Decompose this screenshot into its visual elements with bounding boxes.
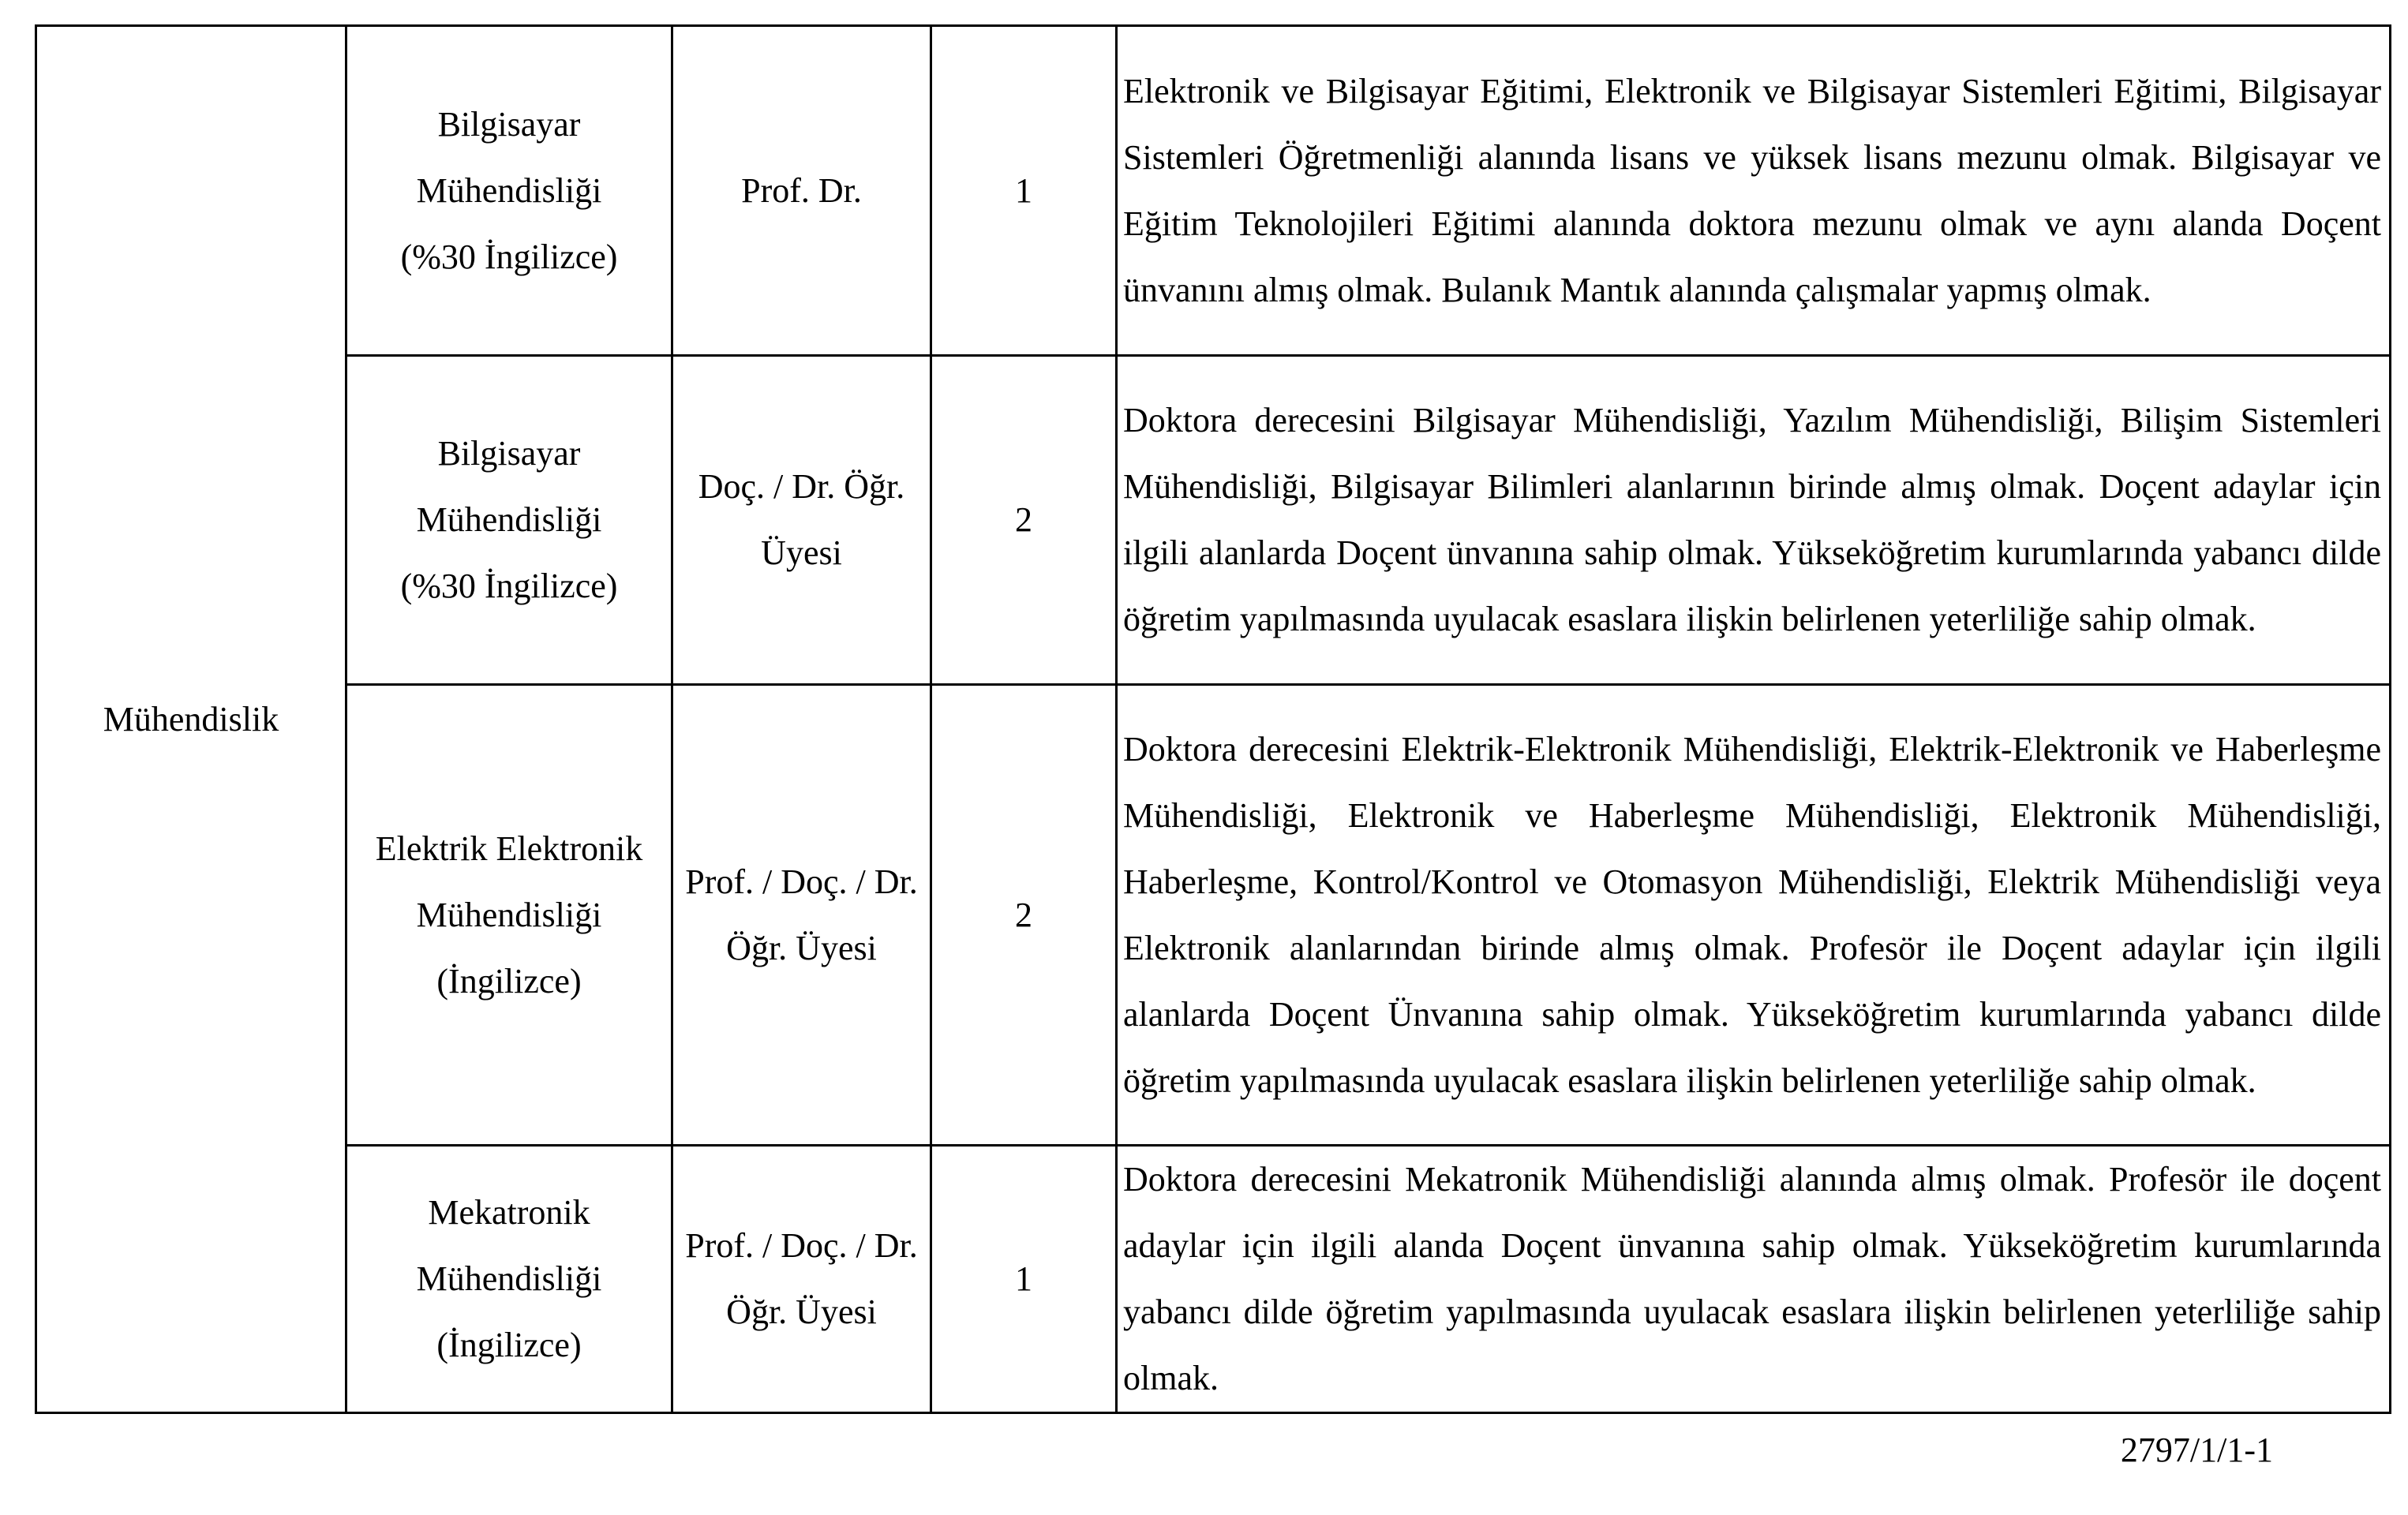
department-line: (İngilizce)	[436, 961, 582, 1001]
department-line: Bilgisayar	[437, 434, 581, 473]
department-line: (%30 İngilizce)	[400, 567, 618, 605]
table-row	[36, 1146, 2391, 1413]
department-cell	[346, 356, 672, 685]
title-line: Öğr. Üyesi	[726, 928, 877, 967]
department-line: Mühendisliği	[416, 500, 602, 539]
requirements-cell: Elektronik ve Bilgisayar Eğitimi, Elektronik ve Bilgisayar Sistemleri Eğitimi, Bilgisayar Sistemleri Öğretmenliği alanında lisans ve yüksek lisans mezunu olmak. Bilgisayar ve Eğitim Teknolojileri Eğitimi alanında doktora mezunu olmak ve aynı alanda Doçent ünvanını almış olmak. Bulanık Mantık alanında çalışmalar yapmış olmak.	[1117, 26, 2391, 356]
requirements-cell: Doktora derecesini Elektrik-Elektronik Mühendisliği, Elektrik-Elektronik ve Haberleşme Mühendisliği, Elektronik ve Haberleşme Mühendisliği, Elektronik Mühendisliği, Haberleşme, Kontrol/Kontrol ve Otomasyon Mühendisliği, Elektrik Mühendisliği veya Elektronik alanlarından birinde almış olmak. Profesör ile Doçent adaylar için ilgili alanlarda Doçent Ünvanına sahip olmak. Yükseköğretim kurumlarında yabancı dilde öğretim yapılmasında uyulacak esaslara ilişkin belirlenen yeterliliğe sahip olmak.	[1117, 685, 2391, 1146]
position-count: 1	[1015, 170, 1032, 210]
title-cell	[672, 26, 931, 356]
count-cell	[931, 1146, 1117, 1413]
table-row	[36, 685, 2391, 1146]
department-line: Bilgisayar	[437, 104, 581, 144]
title-cell	[672, 356, 931, 685]
position-count: 2	[1015, 500, 1032, 539]
department-line: Mühendisliği	[416, 1259, 602, 1298]
department-cell	[346, 685, 672, 1146]
title-line: Üyesi	[761, 533, 842, 572]
title-line: Prof. / Doç. / Dr.	[685, 1226, 918, 1265]
department-line: Mekatronik	[428, 1193, 590, 1232]
table-row	[36, 26, 2391, 356]
department-line: (İngilizce)	[436, 1326, 582, 1364]
count-cell	[931, 26, 1117, 356]
count-cell	[931, 356, 1117, 685]
count-cell	[931, 685, 1117, 1146]
department-line: (%30 İngilizce)	[400, 237, 618, 276]
title-line: Doç. / Dr. Öğr.	[698, 467, 905, 506]
department-line: Elektrik Elektronik	[375, 829, 643, 868]
title-cell	[672, 685, 931, 1146]
requirements-cell: Doktora derecesini Bilgisayar Mühendisliği, Yazılım Mühendisliği, Bilişim Sistemleri Mühendisliği, Bilgisayar Bilimleri alanlarının birinde almış olmak. Doçent adaylar için ilgili alanlarda Doçent ünvanına sahip olmak. Yükseköğretim kurumlarında yabancı dilde öğretim yapılmasında uyulacak esaslara ilişkin belirlenen yeterliliğe sahip olmak.	[1117, 356, 2391, 685]
document-number: 2797/1/1-1	[2120, 1431, 2273, 1469]
position-count: 1	[1015, 1259, 1032, 1298]
position-count: 2	[1015, 895, 1032, 934]
faculty-name: Mühendislik	[103, 699, 279, 739]
faculty-cell	[36, 26, 346, 1413]
title-line: Prof. Dr.	[741, 170, 862, 210]
title-cell	[672, 1146, 931, 1413]
title-line: Prof. / Doç. / Dr.	[685, 862, 918, 901]
positions-table	[35, 24, 2391, 1414]
department-line: Mühendisliği	[416, 895, 602, 934]
department-cell	[346, 1146, 672, 1413]
table-row	[36, 356, 2391, 685]
requirements-cell: Doktora derecesini Mekatronik Mühendisliği alanında almış olmak. Profesör ile doçent adaylar için ilgili alanda Doçent ünvanına sahip olmak. Yükseköğretim kurumlarında yabancı dilde öğretim yapılmasında uyulacak esaslara ilişkin belirlenen yeterliliğe sahip olmak.	[1117, 1146, 2391, 1413]
department-line: Mühendisliği	[416, 170, 602, 210]
title-line: Öğr. Üyesi	[726, 1292, 877, 1331]
department-cell	[346, 26, 672, 356]
